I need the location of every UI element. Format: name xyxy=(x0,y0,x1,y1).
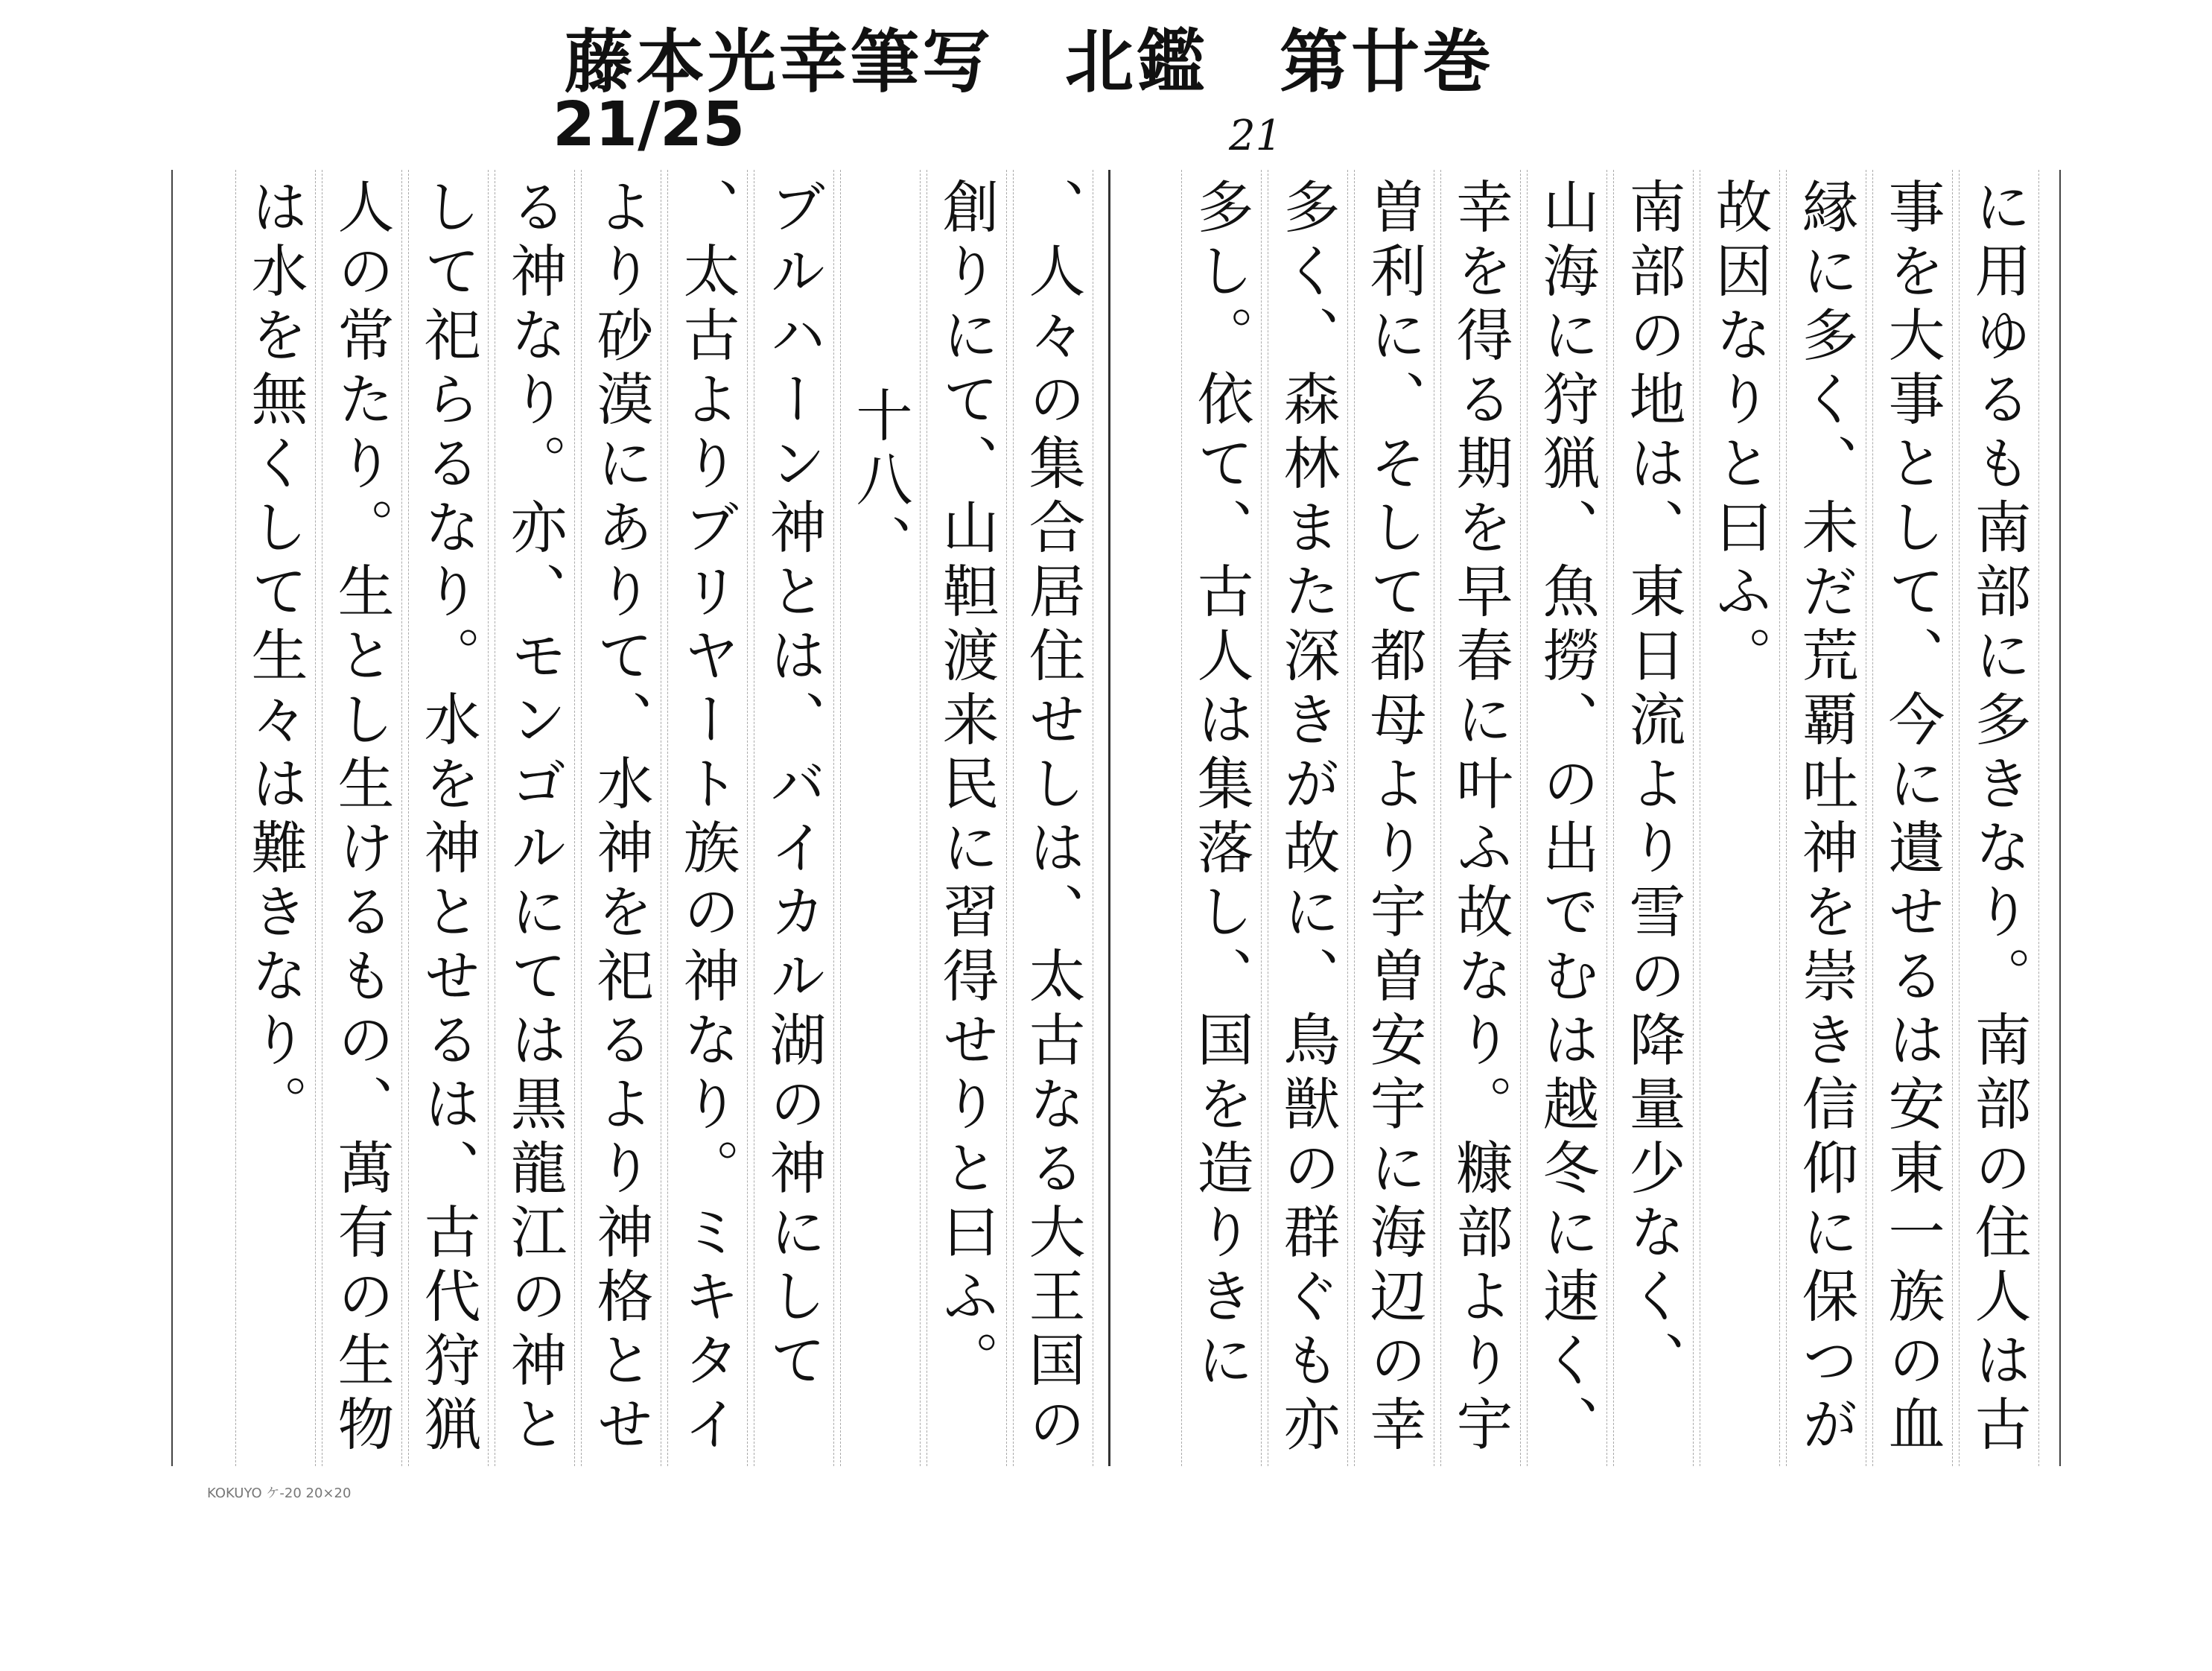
text-column: 縁に多く、未だ荒覇吐神を崇き信仰に保つが xyxy=(1793,177,1859,1459)
text-column: 、人々の集合居住せしは、太古なる大王国の xyxy=(1020,177,1086,1459)
sheet-right-border xyxy=(2059,170,2061,1466)
text-column: 山海に狩猟、魚撈、の出でむは越冬に速く、 xyxy=(1534,177,1600,1459)
text-column: 、太古よりブリヤート族の神なり。ミキタイ xyxy=(674,177,740,1459)
manuscript-sheet xyxy=(171,170,2059,1466)
text-column: して祀らるなり。水を神とせるは、古代狩猟 xyxy=(415,177,481,1459)
text-column: 南部の地は、東日流より雪の降量少なく、 xyxy=(1620,177,1686,1395)
section-heading: 十八、 xyxy=(847,386,913,578)
text-column: は水を無くして生々は難きなり。 xyxy=(242,177,308,1138)
page-counter: 21/25 xyxy=(553,89,746,160)
text-column: 事を大事として、今に遺せるは安東一族の血 xyxy=(1879,177,1945,1459)
document-title: 藤本光幸筆写 北鑑 第廿巻 xyxy=(565,22,1495,102)
text-column: る神なり。亦、モンゴルにては黒龍江の神と xyxy=(501,177,568,1459)
text-column: 創りにて、山靼渡来民に習得せりと曰ふ。 xyxy=(933,177,999,1395)
text-column: 人の常たり。生とし生けるもの、萬有の生物 xyxy=(328,177,395,1459)
text-column: ブルハーン神とは、バイカル湖の神にして xyxy=(760,177,827,1395)
text-column: より砂漠にありて、水神を祀るより神格とせ xyxy=(588,177,654,1459)
text-column: 多し。依て、古人は集落し、国を造りきに xyxy=(1188,177,1254,1395)
text-column: 曽利に、そして都母より宇曽安宇に海辺の幸 xyxy=(1361,177,1427,1459)
center-fold-line xyxy=(1108,170,1110,1466)
text-column: に用ゆるも南部に多きなり。南部の住人は古 xyxy=(1965,177,2032,1459)
sheet-left-border xyxy=(171,170,173,1466)
text-column: 幸を得る期を早春に叶ふ故なり。糠部より宇 xyxy=(1447,177,1513,1459)
text-column: 故因なりと曰ふ。 xyxy=(1706,177,1773,690)
paper-code: KOKUYO ケ-20 20×20 xyxy=(207,1485,352,1501)
handwritten-page-number: 21 xyxy=(1229,112,1283,160)
text-column: 多く、森林また深きが故に、鳥獣の群ぐも亦 xyxy=(1274,177,1341,1459)
